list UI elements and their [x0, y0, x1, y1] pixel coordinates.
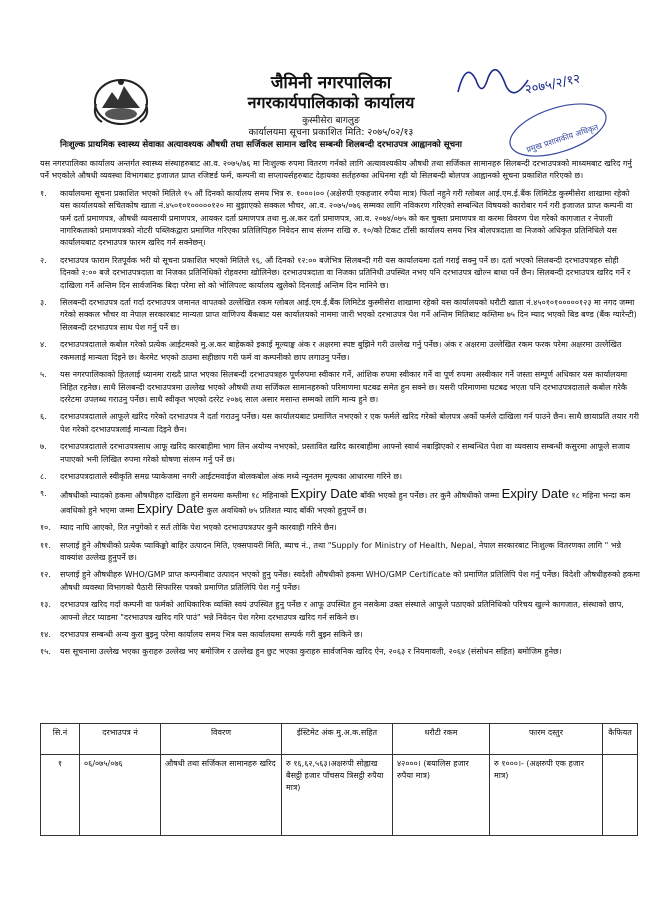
- office-address: कुस्मीसेरा बागलुङ: [302, 116, 360, 126]
- list-item: ८. दरभाउपत्रदाताले स्वीकृति समग्र प्याकेजमा नगरी आईटमवाईज बोलकबोल अंक मध्ये न्यूनतम मूल्यका आधारमा गरिने छ।: [40, 471, 403, 481]
- col-header: धरौटी रकम: [393, 724, 490, 755]
- col-header: सि.नं: [41, 724, 80, 755]
- list-item: ११. सप्लाई हुने औषधीको प्रत्येक प्याकिङ्को बाहिर उत्पादन मिति, एक्सपायरी मिति, ब्याच नं., तथा "Supply for Ministry of Health, Nepal, नेपाल सरकारबाट निःशुल्क वितरणका लागि " भन्ने वाक्यांश उल्लेख हुनुपर्ने छ।: [40, 540, 622, 562]
- col-header: विवरण: [161, 724, 282, 755]
- office-title: नगरकार्यपालिकाको कार्यालय: [247, 93, 415, 112]
- signature-date: २०७५/२/१२: [523, 71, 582, 98]
- list-item: १०. म्याद नाघि आएको, रित नपुगेको र सर्त तोकि पेश भएको दरभाउपत्रउपर कुनै कारवाही गरिने छैन।: [40, 523, 337, 533]
- signature-stamp: [448, 50, 618, 160]
- notice-body: [40, 158, 640, 664]
- list-item: ५. यस नगरपालिकाको हितलाई ध्यानमा राख्दै प्राप्त भएका सिलबन्दी दरभाउपत्रहरु पूर्णरुपमा स्वीकार गर्ने, आंशिक रुपमा स्वीकार गर्ने वा पूर्ण रुपमा अस्वीकार गर्ने जस्ता सम्पूर्ण अधिकार यस कार्यालयमा निहित रहनेछ। साथै सिलबन्दी दरभाउपत्रमा उल्लेख भएको औषधी तथा सर्जिकल सामानहरुको परिमाणमा घटबढ समेत हुन सक्ने छ। यसरी परिमाणमा घटबढ भएता पनि दरभाउपत्रदाताले कबोल गरेकै दररेटमा उपलब्ध गराउनु पर्नेछ। साथै स्वीकृत भएको दररेट २०७६ साल असार मसान्त सम्मको लागि मान्य हुने छ।: [40, 370, 628, 404]
- tender-table: [40, 723, 638, 836]
- table-cell: रु १०००।- (अक्षरुपी एक हजार मात्र): [490, 755, 603, 836]
- publish-date: कार्यालयमा सूचना प्रकाशित मिति: २०७५/०२/१३: [248, 127, 414, 138]
- table-cell: रु १६,६२,५६३।अक्षरुपी सोह्लाख बैसट्ठी हजार पाँचसय त्रिसट्ठी रुपैया मात्र): [282, 755, 393, 836]
- table-header-row: [41, 724, 638, 755]
- list-item: १२. सप्लाई हुने औषधीहरु WHO/GMP प्राप्त कम्पनीबाट उत्पादन भएको हुनु पर्नेछ। स्वदेशी औषधीको हकमा WHO/GMP Certificate को प्रमाणित प्रतिलिपि पेश गर्नु पर्नेछ। विदेशी औषधीहरुको हकमा औषधी व्यवस्था विभागको पैठारी सिफारिस पत्रको प्रमाणित प्रतिलिपि पेश गर्नु पर्नेछ।: [40, 570, 640, 592]
- list-item: ४. दरभाउपत्रदाताले कबोल गरेको प्रत्येक आईटमको मु.अ.कर बाहेकको इकाई मूल्याङ्क अंक र अक्षरमा स्पष्ट बुझिने गरी उल्लेख गर्नु पर्नेछ। अंक र अक्षरमा उल्लेखित रकम फरक परेमा अक्षरमा उल्लेखित रकमलाई मान्यता दिइने छ। केरमेट भएको ठाउमा सहीछाप गरी फर्म वा कम्पनीको छाप लगाउनु पर्नेछ।: [40, 340, 622, 362]
- notice-subject: निःशुल्क प्राथमिक स्वास्थ्य सेवाका अत्यावश्यक औषधी तथा सर्जिकल सामान खरिद सम्बन्धी शिलबन्दी दरभाउपत्र आह्वानको सूचना: [60, 140, 463, 150]
- table-cell: ४२०००। (बयालिस हजार रुपैया मात्र): [393, 755, 490, 836]
- stamp-text: प्रमुख प्रशासकीय अधिकृत: [525, 122, 600, 155]
- col-header: दरभाउपत्र नं: [80, 724, 161, 755]
- list-item: १५. यस सूचनामा उल्लेख भएका कुराहरु उल्लेख भए बमोजिम र उल्लेख हुन छुट भएका कुराहरु सार्वजनिक खरिद ऐन, २०६३ र नियमावली, २०६४ (संसोधन सहित) बमोजिम हुनेछ।: [40, 647, 562, 657]
- list-item: १४. दरभाउपत्र सम्बन्धी अन्य कुरा बुझ्नु परेमा कार्यालय समय भित्र यस कार्यालयमा सम्पर्क गरी बुझ्न सकिने छ।: [40, 630, 363, 639]
- list-item: ६. दरभाउपत्रदाताले आफूले खरिद गरेको दरभाउपत्र नै दर्ता गराउनु पर्नेछ। यस कार्यालयबाट प्रमाणित नभएको र एक फर्मले खरिद गरेको बोलपत्र अर्को फर्मले दाखिला गर्न पाउने छैन। साथै छायाप्रति तयार गरी पेश गरेको दरभाउपत्रलाई मान्यता दिइने छैन।: [40, 412, 639, 434]
- list-item: २. दरभाउपत्र फाराम रितपूर्वक भरी यो सूचना प्रकाशित भएको मितिले १६, औं दिनको १२:०० बजेभित्र सिलबन्दी गरी यस कार्यालयमा दर्ता गराई सक्नु पर्ने छ। दर्ता भएको सिलबन्दी दरभाउपत्रहरु सोही दिनको २:०० बजे दरभाउपत्रदाता वा निजका प्रतिनिधिको रोहवरमा खोलिनेछ। दरभाउपत्रदाता वा निजका प्रतिनिधी उपस्थित नभए पनि दरभाउपत्र खोल्न बाधा पर्ने छैन। सिलबन्दी दरभाउपत्र खरिद गर्ने र दाखिला गर्ने अन्तिम दिन सार्वजनिक बिदा परेमा सो को भोलिपल्ट कार्यालय खुलेको दिनलाई अन्तिम दिन मानिने छ।: [40, 255, 631, 290]
- col-header: कैफियत: [603, 724, 638, 755]
- list-item-expiry: ९. औषधीको म्यादको हकमा औषधीहरु दाखिला हुने समयमा कम्तीमा १८ महिनाको Expiry Date बाँकी भएको हुन पर्नेछ। तर कुनै औषधीको जम्मा Expiry Date १८ महिना भन्दा कम अवधिको हुने भएमा जम्मा Expiry Date कुल अवधिको ७५ प्रतिशत म्याद बाँकी भएको हुनुपर्ने छ।: [40, 486, 631, 516]
- table-cell: ०६/०७५/०७६: [80, 755, 161, 836]
- list-item: ७. दरभाउपत्रदाताले दरभाउपत्रसाथ आफू खरिद कारबाहीमा भाग लिन अयोग्य नभएको, प्रस्तावित खरिद कारबाहीमा आफ्नो स्वार्थ नबाझिएको र सम्बन्धित पेशा वा व्यवसाय सम्बन्धी कसुरमा आफूले सजाय नपाएको भनी लिखित रुपमा गरेको घोषणा संलग्न गर्नु पर्ने छ।: [40, 442, 630, 464]
- table-cell: १: [41, 755, 80, 836]
- intro-paragraph: यस नगरपालिका कार्यालय अन्तर्गत स्वास्थ्य संस्थाहरुबाट आ.व. २०७५/७६ मा निःशुल्क रुपमा वितरण गर्नको लागि अत्यावश्यकीय औषधी तथा सर्जिकल सामानहरु सिलबन्दी दरभाउपत्रको माध्यमबाट खरिद गर्नु पर्ने भएकोले औषधी व्यवस्था विभागबाट इजाजत प्राप्त रजिष्टर्ड फर्म, कम्पनी वा सप्लायर्सहरुबाट देहायका सर्तहरुका अधिनमा रही यो सिलबन्दी बोलपत्र आह्वानको सूचना प्रकाशित गरिएको छ।: [40, 159, 632, 181]
- table-cell: [603, 755, 638, 836]
- list-item: ३. सिलबन्दी दरभाउपत्र दर्ता गर्दा दरभाउपत्र जमानत वापतको उल्लेखित रकम ग्लोबल आई.एम.ई.बैंक लिमिटेड कुस्मीसेरा शाखामा रहेको यस कार्यालयको धरौटी खाता नं.४५०१०१०००००१२३ मा नगद जम्मा गरेको सक्कल भौचर वा नेपाल सरकारबाट मान्यता प्राप्त वाणिज्य बैंकबाट यस कार्यालयको नाममा जारी भएको दरभाउपत्र पेश गर्ने अन्तिम मितिबाट कम्तिमा ७५ दिन म्याद भएको बिड बण्ड (बैंक ग्यारेन्टी) सिलबन्दी दरभाउपत्र साथ पेश गर्नु पर्ने छ।: [40, 298, 637, 332]
- col-header: ईस्टिमेट अंक मु.अ.क.सहित: [282, 724, 393, 755]
- municipality-title: जैमिनी नगरपालिका: [270, 73, 392, 93]
- table-cell: औषधी तथा सर्जिकल सामानहरु खरिद: [161, 755, 282, 836]
- table-row: [41, 755, 638, 836]
- list-item: १३. दरभाउपत्र खरिद गर्दा कम्पनी वा फर्मको आधिकारिक व्यक्ति स्वयं उपस्थित हुनु पर्नेछ र आफू उपस्थित हुन नसकेमा उक्त संस्थाले आफूले पठाएको प्रतिनिधिको परिचय खुल्ने कागजात, संस्थाको छाप, आफ्नो लेटर प्याडमा "दरभाउपत्र खरिद गरि पाउं" भन्ने निवेदन पेश गरेमा दरभाउपत्र खरिद गर्न सकिने छ।: [40, 600, 624, 622]
- col-header: फारम दस्तुर: [490, 724, 603, 755]
- list-item: १. कार्यालयमा सूचना प्रकाशित भएको मितिले १५ औं दिनको कार्यालय समय भित्र रु. १०००।०० (अक्षेरुपी एकहजार रुपैया मात्र) फिर्ता नहुने गरी ग्लोबल आई.एम.ई.बैंक लिमिटेड कुस्मीसेरा शाखामा रहेको यस कार्यालयको सचितकोष खाता नं.४५०१०१०००००१२० मा बुझाएको सक्कल भौचर, आ.व. २०७५/०७६ सम्मका लागि नविकरण गरिएको सम्बन्धित विषयको कारोबार गर्न गरी इजाजत प्राप्त कम्पनी वा फर्म दर्ता प्रमाणपत्र, औषधी व्यवसायी प्रमाणपत्र, आयकर दर्ता प्रमाणपत्र तथा मु.अ.कर दर्ता प्रमाणपत्र, आ.व. २०७४/०७५ को कर चुक्ता प्रमाणपत्र वा करमा विवरण पेश गरेको कागजात र नेपाली नागरिकताको प्रमाणपत्रको नोटरी पब्लिकद्वारा प्रमाणित गरिएका प्रतिलिपिहरु निवेदन साथ संलग्न राखि रु. १०/को टिकट टाँसी कार्यालय समय भित्र बोलपत्रदाता वा निजको अधिकृत प्रतिनिधिले यस कार्यालयबाट दरभाउपत्र फारम खरिद गर्न सक्नेछन्।: [40, 188, 633, 248]
